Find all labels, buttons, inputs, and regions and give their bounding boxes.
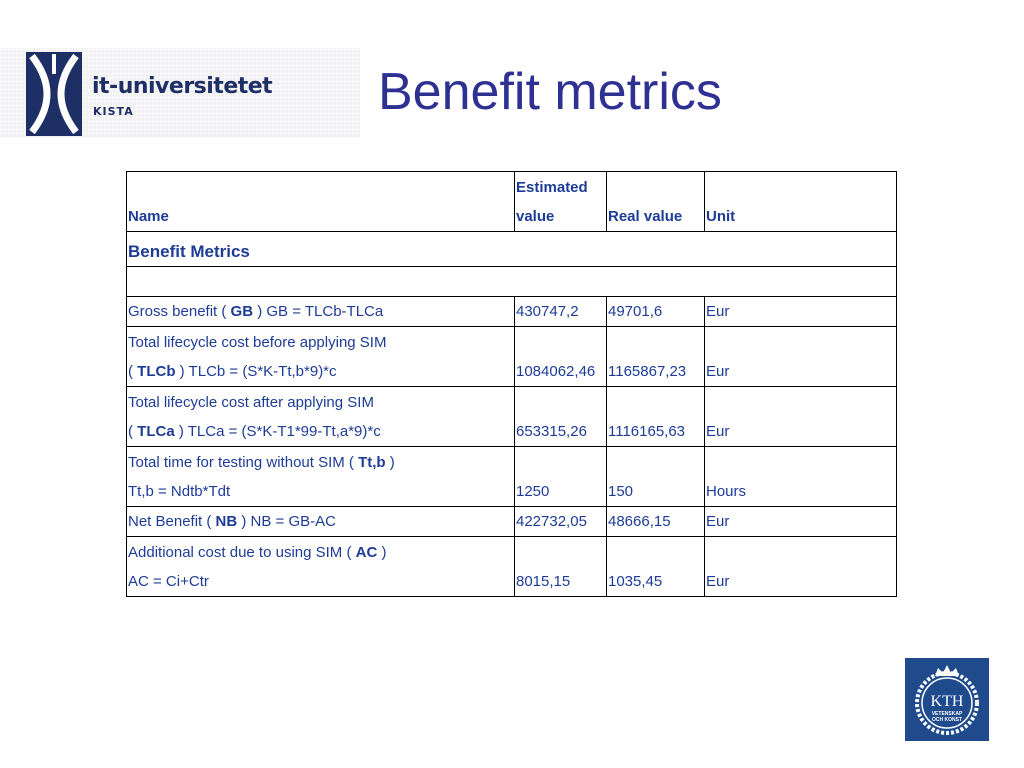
unit: Eur	[705, 537, 897, 597]
header-estimated-value: Estimated value	[515, 172, 607, 232]
kth-crest-icon	[905, 658, 989, 741]
unit: Eur	[705, 327, 897, 387]
blank-row	[127, 267, 897, 297]
estimated-value: 1084062,46	[515, 327, 607, 387]
table-row	[127, 327, 897, 387]
metric-name: Total time for testing without SIM ( Tt,b ) Tt,b = Ndtb*Tdt	[127, 447, 515, 507]
section-row	[127, 232, 897, 267]
header-real-value: Real value	[607, 172, 705, 232]
unit: Eur	[705, 507, 897, 537]
table-row	[127, 447, 897, 507]
estimated-value: 8015,15	[515, 537, 607, 597]
estimated-value: 653315,26	[515, 387, 607, 447]
unit: Eur	[705, 387, 897, 447]
itu-logo-mark-icon	[26, 52, 82, 136]
section-title: Benefit Metrics	[127, 232, 897, 267]
metric-name: Total lifecycle cost before applying SIM ( TLCb ) TLCb = (S*K-Tt,b*9)*c	[127, 327, 515, 387]
blank-cell	[127, 267, 897, 297]
real-value: 1116165,63	[607, 387, 705, 447]
metric-name: Gross benefit ( GB ) GB = TLCb-TLCa	[127, 297, 515, 327]
slide-title: Benefit metrics	[378, 63, 722, 121]
real-value: 1035,45	[607, 537, 705, 597]
metric-name: Additional cost due to using SIM ( AC ) AC = Ci+Ctr	[127, 537, 515, 597]
unit: Eur	[705, 297, 897, 327]
kth-logo	[905, 658, 989, 741]
kth-logo-sub1: VETENSKAP	[931, 711, 963, 717]
estimated-value: 430747,2	[515, 297, 607, 327]
real-value: 150	[607, 447, 705, 507]
table-row	[127, 507, 897, 537]
header-name: Name	[127, 172, 515, 232]
metric-name: Net Benefit ( NB ) NB = GB-AC	[127, 507, 515, 537]
table-row	[127, 297, 897, 327]
kth-logo-text: KTH	[930, 693, 964, 710]
header-unit: Unit	[705, 172, 897, 232]
kth-logo-sub2: OCH KONST	[932, 717, 962, 723]
metric-name: Total lifecycle cost after applying SIM ( TLCa ) TLCa = (S*K-T1*99-Tt,a*9)*c	[127, 387, 515, 447]
table-header-row	[127, 172, 897, 232]
estimated-value: 422732,05	[515, 507, 607, 537]
unit: Hours	[705, 447, 897, 507]
real-value: 49701,6	[607, 297, 705, 327]
real-value: 48666,15	[607, 507, 705, 537]
table-row	[127, 387, 897, 447]
logo-name: it-universitetet	[92, 74, 273, 99]
estimated-value: 1250	[515, 447, 607, 507]
table-row	[127, 537, 897, 597]
logo-subtitle: KISTA	[93, 105, 134, 118]
benefit-metrics-table	[126, 171, 897, 597]
real-value: 1165867,23	[607, 327, 705, 387]
